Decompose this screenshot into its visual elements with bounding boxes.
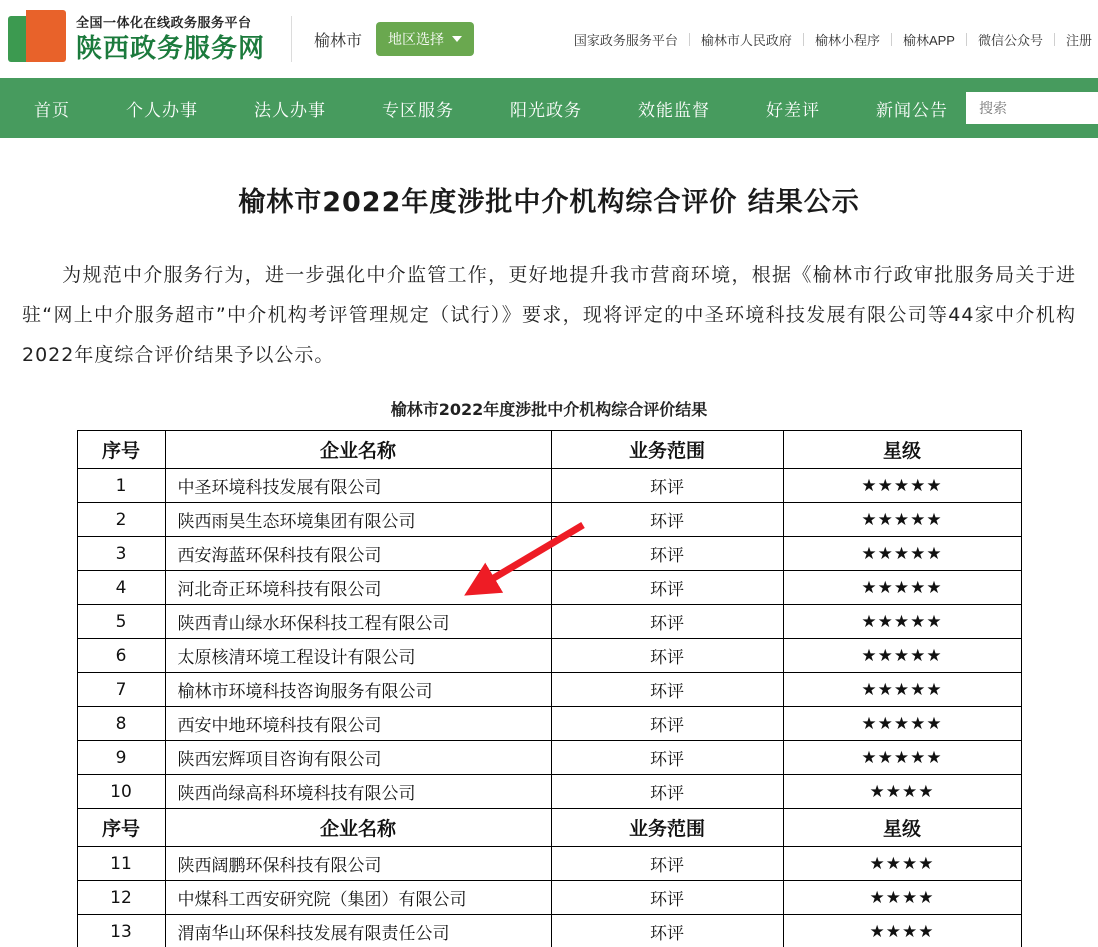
- table-header-row-repeat: [77, 809, 1021, 847]
- current-city-label: 榆林市: [314, 32, 363, 50]
- cell-name: 西安中地环境科技有限公司: [165, 707, 551, 741]
- cell-no: 5: [77, 605, 165, 639]
- cell-scope: 环评: [551, 605, 783, 639]
- cell-name: 陕西青山绿水环保科技工程有限公司: [165, 605, 551, 639]
- column-header-star: 星级: [783, 809, 1021, 847]
- nav-item-legal[interactable]: 法人办事: [254, 100, 326, 120]
- cell-stars: ★★★★: [783, 775, 1021, 809]
- column-header-name: 企业名称: [165, 431, 551, 469]
- header-link-register[interactable]: 注册: [1065, 32, 1092, 48]
- table-row: [77, 847, 1021, 881]
- cell-stars: ★★★★★: [783, 741, 1021, 775]
- cell-no: 4: [77, 571, 165, 605]
- column-header-no: 序号: [77, 809, 165, 847]
- cell-name: 榆林市环境科技咨询服务有限公司: [165, 673, 551, 707]
- chevron-down-icon: [452, 36, 462, 42]
- header-link-wechat[interactable]: 微信公众号: [977, 32, 1043, 48]
- region-select-label: 地区选择: [388, 31, 445, 47]
- cell-no: 9: [77, 741, 165, 775]
- header-link-city-government[interactable]: 榆林市人民政府: [700, 32, 792, 48]
- table-row: [77, 469, 1021, 503]
- cell-no: 11: [77, 847, 165, 881]
- header-divider: [291, 16, 292, 62]
- cell-stars: ★★★★: [783, 847, 1021, 881]
- header-link-app[interactable]: 榆林APP: [902, 32, 955, 48]
- table-row: [77, 673, 1021, 707]
- evaluation-results-table: [77, 430, 1022, 947]
- nav-item-sunshine[interactable]: 阳光政务: [510, 100, 582, 120]
- column-header-scope: 业务范围: [551, 809, 783, 847]
- cell-name: 河北奇正环境科技有限公司: [165, 571, 551, 605]
- cell-stars: ★★★★★: [783, 469, 1021, 503]
- cell-scope: 环评: [551, 537, 783, 571]
- cell-no: 7: [77, 673, 165, 707]
- cell-stars: ★★★★★: [783, 639, 1021, 673]
- table-row: [77, 537, 1021, 571]
- table-row: [77, 571, 1021, 605]
- cell-scope: 环评: [551, 741, 783, 775]
- cell-stars: ★★★★★: [783, 571, 1021, 605]
- cell-stars: ★★★★: [783, 915, 1021, 947]
- cell-stars: ★★★★★: [783, 605, 1021, 639]
- announcement-paragraph: [22, 255, 1076, 375]
- cell-no: 12: [77, 881, 165, 915]
- cell-scope: 环评: [551, 639, 783, 673]
- cell-no: 13: [77, 915, 165, 947]
- cell-stars: ★★★★★: [783, 503, 1021, 537]
- main-navigation: [0, 78, 1098, 138]
- cell-scope: 环评: [551, 673, 783, 707]
- logo-mark-icon: [8, 10, 66, 68]
- table-row: [77, 639, 1021, 673]
- site-logo[interactable]: [0, 10, 265, 68]
- table-row: [77, 503, 1021, 537]
- cell-name: 西安海蓝环保科技有限公司: [165, 537, 551, 571]
- site-header: [0, 0, 1098, 78]
- nav-item-personal[interactable]: 个人办事: [126, 100, 198, 120]
- cell-no: 2: [77, 503, 165, 537]
- nav-item-review[interactable]: 好差评: [766, 100, 820, 120]
- table-row: [77, 741, 1021, 775]
- column-header-no: 序号: [77, 431, 165, 469]
- header-link-miniprogram[interactable]: 榆林小程序: [814, 32, 880, 48]
- nav-item-news[interactable]: 新闻公告: [876, 100, 948, 120]
- cell-name: 中圣环境科技发展有限公司: [165, 469, 551, 503]
- column-header-scope: 业务范围: [551, 431, 783, 469]
- table-header-row: [77, 431, 1021, 469]
- cell-scope: 环评: [551, 707, 783, 741]
- column-header-star: 星级: [783, 431, 1021, 469]
- cell-no: 10: [77, 775, 165, 809]
- logo-title: 陕西政务服务网: [76, 32, 266, 63]
- cell-scope: 环评: [551, 503, 783, 537]
- cell-name: 中煤科工西安研究院（集团）有限公司: [165, 881, 551, 915]
- nav-item-home[interactable]: 首页: [34, 100, 70, 120]
- column-header-name: 企业名称: [165, 809, 551, 847]
- cell-no: 6: [77, 639, 165, 673]
- header-link-national-platform[interactable]: 国家政务服务平台: [573, 32, 678, 48]
- cell-scope: 环评: [551, 847, 783, 881]
- table-caption: 榆林市2022年度涉批中介机构综合评价结果: [390, 400, 708, 419]
- page-title: 榆林市2022年度涉批中介机构综合评价 结果公示: [238, 187, 860, 218]
- cell-scope: 环评: [551, 571, 783, 605]
- table-row: [77, 707, 1021, 741]
- region-select-button[interactable]: [376, 22, 474, 56]
- announcement-paragraph-text: 为规范中介服务行为，进一步强化中介监管工作，更好地提升我市营商环境，根据《榆林市行政审批服务局关于进驻“网上中介服务超市”中介机构考评管理规定（试行）》要求，现将评定的中圣环境科技发展有限公司等44家中介机构2022年度综合评价结果予以公示。: [22, 264, 1076, 366]
- cell-stars: ★★★★★: [783, 673, 1021, 707]
- cell-name: 陕西尚绿高科环境科技有限公司: [165, 775, 551, 809]
- logo-subtitle: 全国一体化在线政务服务平台: [76, 14, 252, 30]
- cell-name: 陕西雨昊生态环境集团有限公司: [165, 503, 551, 537]
- table-row: [77, 605, 1021, 639]
- table-row: [77, 775, 1021, 809]
- cell-name: 渭南华山环保科技发展有限责任公司: [165, 915, 551, 947]
- nav-item-supervise[interactable]: 效能监督: [638, 100, 710, 120]
- cell-name: 太原核清环境工程设计有限公司: [165, 639, 551, 673]
- cell-scope: 环评: [551, 775, 783, 809]
- nav-item-zone[interactable]: 专区服务: [382, 100, 454, 120]
- cell-no: 3: [77, 537, 165, 571]
- cell-stars: ★★★★★: [783, 707, 1021, 741]
- cell-stars: ★★★★: [783, 881, 1021, 915]
- cell-scope: 环评: [551, 881, 783, 915]
- search-box[interactable]: [966, 92, 1098, 124]
- table-row: [77, 881, 1021, 915]
- cell-name: 陕西宏辉项目咨询有限公司: [165, 741, 551, 775]
- cell-no: 8: [77, 707, 165, 741]
- cell-scope: 环评: [551, 469, 783, 503]
- cell-name: 陕西阔鹏环保科技有限公司: [165, 847, 551, 881]
- search-input[interactable]: [977, 99, 1097, 117]
- header-links: [563, 30, 1098, 49]
- cell-no: 1: [77, 469, 165, 503]
- cell-scope: 环评: [551, 915, 783, 947]
- cell-stars: ★★★★★: [783, 537, 1021, 571]
- page-content: [0, 180, 1098, 947]
- table-row: [77, 915, 1021, 947]
